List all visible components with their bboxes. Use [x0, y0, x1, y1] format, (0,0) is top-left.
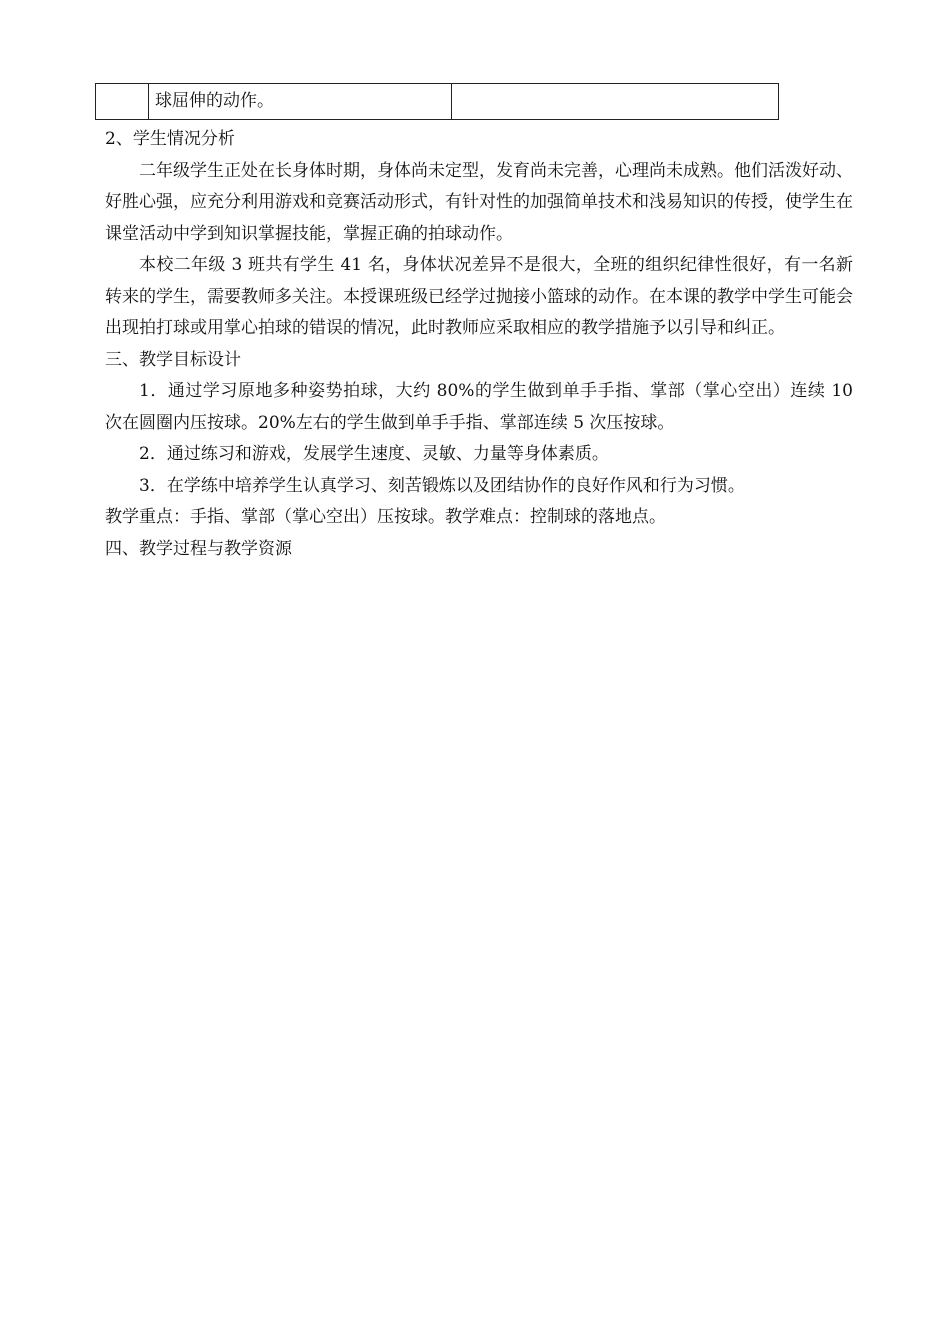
table-cell-middle: 球屈伸的动作。: [149, 84, 452, 120]
section-heading-process: 四、教学过程与教学资源: [105, 538, 292, 559]
table-fragment: [95, 83, 779, 120]
table-cell-right: [452, 84, 779, 120]
table-cell-left: [96, 84, 149, 120]
key-and-difficult-points: 教学重点：手指、掌部（掌心空出）压按球。教学难点：控制球的落地点。: [105, 507, 666, 527]
document-body: [105, 124, 853, 565]
section-heading-objectives: 三、教学目标设计: [105, 349, 241, 370]
objective-item-1: 1．通过学习原地多种姿势拍球，大约 80%的学生做到单手手指、掌部（掌心空出）连续 10 次在圆圈内压按球。20%左右的学生做到单手手指、掌部连续 5 次压按球。: [105, 381, 853, 433]
objective-item-3: 3．在学练中培养学生认真学习、刻苦锻炼以及团结协作的良好作风和行为习惯。: [139, 475, 745, 496]
student-analysis-paragraph-1: 二年级学生正处在长身体时期，身体尚未定型，发育尚未完善，心理尚未成熟。他们活泼好动、好胜心强，应充分利用游戏和竞赛活动形式，有针对性的加强简单技术和浅易知识的传授，使学生在课堂活动中学到知识掌握技能，掌握正确的拍球动作。: [105, 160, 853, 244]
student-analysis-paragraph-2: 本校二年级 3 班共有学生 41 名，身体状况差异不是很大，全班的组织纪律性很好，有一名新转来的学生，需要教师多关注。本授课班级已经学过抛接小篮球的动作。在本课的教学中学生可能会出现拍打球或用掌心拍球的错误的情况，此时教师应采取相应的教学措施予以引导和纠正。: [105, 255, 853, 338]
table-row: [96, 84, 779, 120]
objective-item-2: 2．通过练习和游戏，发展学生速度、灵敏、力量等身体素质。: [139, 444, 609, 464]
section-heading-student-analysis: 2、学生情况分析: [105, 129, 235, 149]
